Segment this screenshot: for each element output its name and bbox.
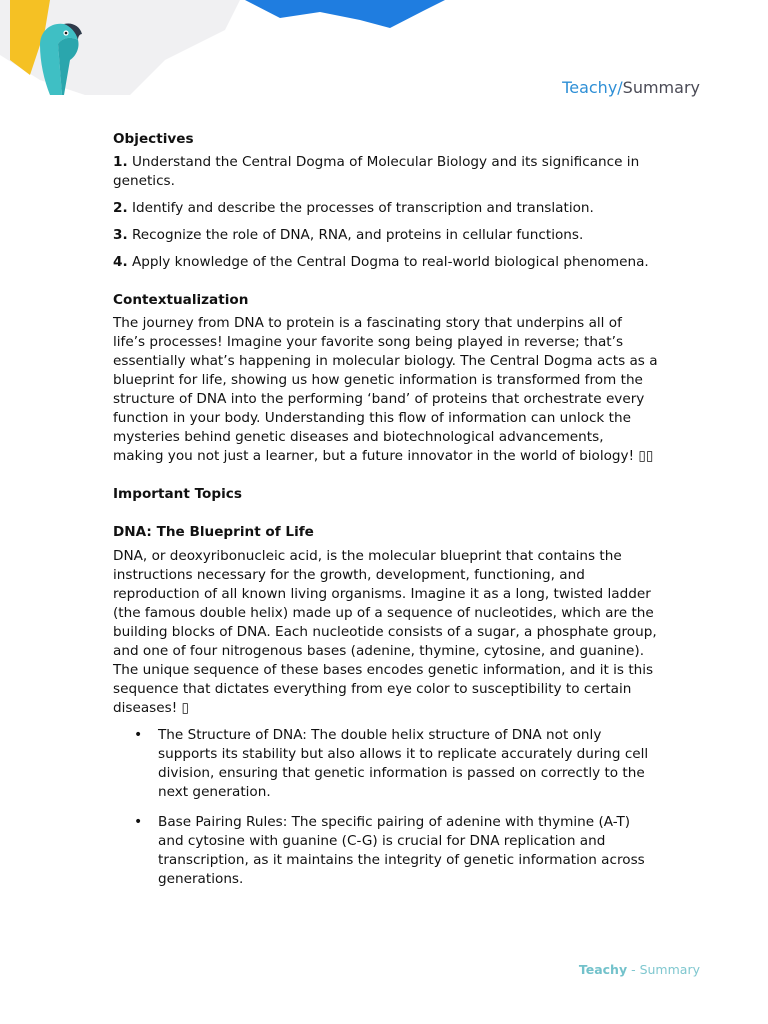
objective-text: Recognize the role of DNA, RNA, and proteins in cellular functions. <box>131 227 584 243</box>
footer-separator: - <box>627 962 640 977</box>
brand-header <box>562 78 700 98</box>
brand-name: Teachy <box>562 78 618 97</box>
objective-number: 1. <box>113 154 128 170</box>
contextualization-body: The journey from DNA to protein is a fascinating story that underpins all of life’s processes! Imagine your favorite song being played in reverse; that’s essentially what’s happening in molecular biology. The Central Dogma acts as a blueprint for life, showing us how genetic information is transformed from the structure of DNA into the performing ‘band’ of proteins that orchestrate every function in your body. Understanding this flow of information can unlock the mysteries behind genetic diseases and biotechnological advancements, making you not just a learner, but a future innovator in the world of biology! ▯▯ <box>113 315 658 464</box>
objective-item <box>113 226 658 245</box>
objective-text: Understand the Central Dogma of Molecular Biology and its significance in genetics. <box>113 154 640 189</box>
objective-number: 2. <box>113 200 128 216</box>
list-item: • Base Pairing Rules: The specific pairing of adenine with thymine (A-T) and cytosine with guanine (C-G) is crucial for DNA replication and transcription, as it maintains the integrity of genetic information across generations. <box>158 813 658 889</box>
list-item: • The Structure of DNA: The double helix structure of DNA not only supports its stability but also allows it to replicate accurately during cell division, ensuring that genetic information is passed on correctly to the next generation. <box>158 726 658 802</box>
page-footer <box>579 962 700 977</box>
footer-brand: Teachy <box>578 962 628 977</box>
objective-number: 3. <box>113 227 128 243</box>
objective-number: 4. <box>113 254 128 270</box>
document-body <box>113 130 658 889</box>
important-topics-heading: Important Topics <box>113 486 242 502</box>
topic-subheading: DNA: The Blueprint of Life <box>113 524 314 540</box>
objective-item <box>113 153 658 191</box>
contextualization-heading: Contextualization <box>113 292 249 308</box>
brand-separator: / <box>617 78 623 97</box>
topic-body: DNA, or deoxyribonucleic acid, is the molecular blueprint that contains the instructions necessary for the growth, development, functioning, and reproduction of all known living organisms. Imagine it as a long, twisted ladder (the famous double helix) made up of a sequence of nucleotides, which are the building blocks of DNA. Each nucleotide consists of a sugar, a phosphate group, and one of four nitrogenous bases (adenine, thymine, cytosine, and guanine). The unique sequence of these bases encodes genetic information, and it is this sequence that dictates everything from eye color to susceptibility to certain diseases! ▯ <box>113 548 657 716</box>
objective-item <box>113 253 658 272</box>
footer-section: Summary <box>639 962 700 977</box>
objective-text: Identify and describe the processes of transcription and translation. <box>131 200 594 216</box>
objective-item <box>113 199 658 218</box>
objectives-heading: Objectives <box>113 131 194 147</box>
header-decoration <box>0 0 460 100</box>
objective-text: Apply knowledge of the Central Dogma to real-world biological phenomena. <box>131 254 649 270</box>
topic-bullet-list <box>113 726 658 889</box>
brand-section: Summary <box>622 78 700 97</box>
